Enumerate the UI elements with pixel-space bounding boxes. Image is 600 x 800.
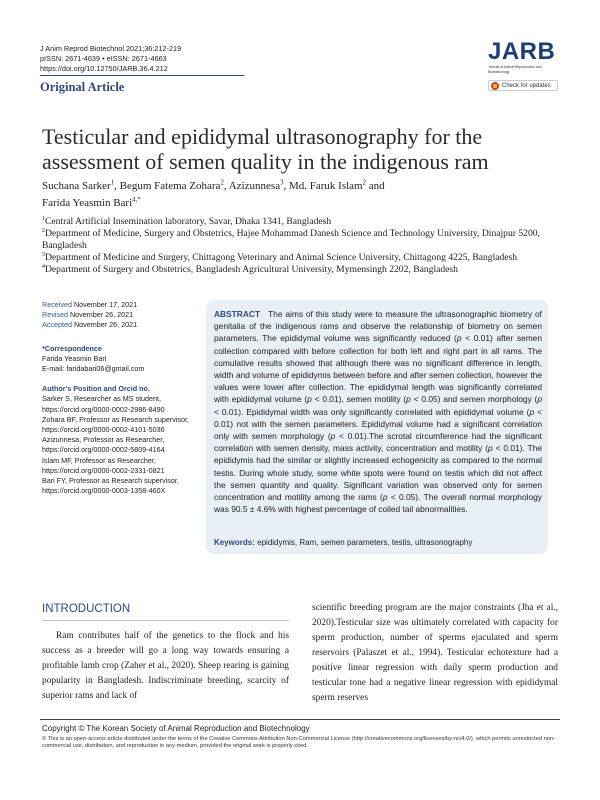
license-text: © This is an open-access article distributed under the terms of the Creative Commons Attribution Non-Commercial License (http://creativecommons.org/licenses/by-nc/4.0/), which permits unrestricted non-commercial use, distribution, and reproduction in any medium, provided the original work is properly cited. [42, 736, 556, 750]
logo-subtitle: Journal of Animal Reproduction and Biotechnology [488, 65, 542, 74]
check-updates-button[interactable] [488, 80, 558, 91]
intro-paragraph-left: Ram contributes half of the genetics to the flock and his success as a breeder will go a long way towards ensuring a profitable lamb crop (Zaher et al., 2020). Sheep rearing is gaining popularity in Bangladesh. Indiscriminate breeding, scarcity of superior rams and lack of [42, 631, 289, 701]
abstract-text: ABSTRACT The aims of this study were to measure the ultrasonographic biometry of genitalia of the indigenous rams and observe the relationship of biometry on semen parameters. The epididymal volume was significantly reduced (p < 0.01) after semen collection compared with before collection for both left and right part in all rams. The cumulative results showed that although there was no significant difference in length, width and volume of epididymis between before and after semen collection, however the values were lower after collection. The epididymal length was significantly correlated with epididymal volume (p < 0.01), semen motility (p < 0.05) and semen morphology (p < 0.01). Epididymal width was only significantly correlated with epididymal volume (p < 0.01) not with the semen parameters. Epididymal volume had a significant correlation only with semen morphology (p < 0.01).The scrotal circumference had the significant correlation with semen density, mass activity, concentration and motility (p < 0.01). The epididymis had the similar or slightly increased echogenicity as compared to the normal testis. During whole study, some white spots were found on testis which did not affect the semen quantity and quality. Significant variation was observed only for semen concentration and motility among the rams (p < 0.05). The overall normal morphology was 90.5 ± 4.6% with highest percentage of coiled tail abnormalities. [214, 309, 543, 515]
orcid-link[interactable]: https://orcid.org/0000-0002-2331-0821 [42, 465, 165, 475]
position-line: Sarker S, Researcher as MS student, [42, 394, 162, 404]
crossmark-icon [491, 82, 499, 90]
keywords-label: Keywords: [214, 538, 255, 547]
issn: pISSN: 2671-4639 • eISSN: 2671-4663 [40, 54, 167, 63]
introduction-divider [42, 620, 289, 621]
orcid-link[interactable]: https://orcid.org/0000-0003-1358-460X [42, 486, 166, 496]
article-sidebar [42, 300, 202, 496]
citation: J Anim Reprod Biotechnol 2021;36:212-219 [40, 44, 182, 53]
section-type: Original Article [40, 80, 125, 94]
copyright: Copyright © The Korean Society of Animal Reproduction and Biotechnology [42, 724, 310, 733]
check-updates-label: Check for updates [502, 82, 551, 89]
abstract-label: ABSTRACT [214, 309, 261, 319]
keywords [214, 538, 542, 547]
footer-divider [40, 719, 560, 720]
orcid-link[interactable]: https://orcid.org/0000-0002-2986-8490 [42, 404, 165, 414]
position-line: Zohara BF, Professor as Research supervisor, [42, 414, 190, 424]
author-name: Begum Fatema Zohara [119, 180, 221, 192]
author-name: Suchana Sarker [42, 180, 111, 192]
keywords-list: epididymis, Ram, semen parameters, testis, ultrasonography [257, 538, 473, 547]
author-sup: 3 [280, 179, 284, 187]
header-divider [40, 75, 244, 76]
affiliation-item: $^1$Central Artificial Insemination laboratory, Savar, Dhaka 1341, Bangladesh [42, 215, 332, 227]
orcid-link[interactable]: https://orcid.org/0000-0002-4101-5036 [42, 425, 165, 435]
author-name: Azizunnesa [228, 180, 281, 192]
correspondence-name: Farida Yeasmin Bari [42, 353, 107, 363]
affiliations [42, 216, 562, 276]
date-revised: Revised November 26, 2021 [42, 310, 134, 320]
correspondence-email[interactable]: E-mail: faridabari06@gmail.com [42, 364, 145, 374]
affiliation-item: $^4$Department of Surgery and Obstetrics, Bangladesh Agricultural University, Mymensingh 2202, Bangladesh [42, 263, 458, 275]
author-sup: 2 [220, 179, 224, 187]
date-received: Received November 17, 2021 [42, 300, 138, 309]
affiliation-item: $^2$Department of Medicine, Surgery and Obstetrics, Hajee Mohammad Danesh Science and Technology University, Dinajpur 5200, Bangladesh [42, 227, 540, 251]
doi-link[interactable]: https://doi.org/10.12750/JARB.36.4.212 [40, 64, 168, 73]
journal-logo [488, 40, 562, 75]
orcid-link[interactable]: https://orcid.org/0000-0002-5809-4164 [42, 445, 165, 455]
author-list: Suchana Sarker$^1$, Begum Fatema Zohara$^2$, Azizunnesa$^3$, Md. Faruk Islam$^2$ and Farida Yeasmin Bari$^{4,*}$ [42, 179, 385, 209]
author-sup: 1 [110, 179, 115, 187]
intro-paragraph-right: scientific breeding program are the major constraints (Jha et al., 2020).Testicular size was ultimately correlated with capacity for sperm production, number of sperms ejaculated and sperm reservoirs (Palaszet et al., 1994). Testicular echotexture had a positive linear regression with daily sperm production and testicular tone had a negative linear regression with epididymal sperm reserves [312, 603, 558, 703]
journal-meta [40, 44, 181, 74]
affiliation-item: $^3$Department of Medicine and Surgery, Chittagong Veterinary and Animal Science University, Chittagong 4225, Bangladesh [42, 251, 518, 263]
position-line: Azizunnesa, Professor as Researcher, [42, 435, 165, 445]
introduction-heading: INTRODUCTION [42, 603, 131, 615]
author-name: Md. Faruk Islam [288, 180, 363, 192]
position-line: Bari FY, Professor as Research supervisor, [42, 476, 179, 486]
logo-text: JARB [488, 38, 556, 65]
article-title: Testicular and epididymal ultrasonography for the assessment of semen quality in the indigenous ram [42, 124, 489, 174]
correspondence-heading: *Correspondence [42, 343, 102, 353]
author-name: Farida Yeasmin Bari [42, 197, 133, 209]
date-accepted: Accepted November 26, 2021 [42, 320, 138, 330]
author-sup: 4,* [132, 196, 141, 204]
positions-heading: Author's Position and Orcid no. [42, 384, 150, 394]
position-line: Islam MF, Professor as Researcher, [42, 455, 156, 465]
author-sup: 2 [362, 179, 367, 187]
